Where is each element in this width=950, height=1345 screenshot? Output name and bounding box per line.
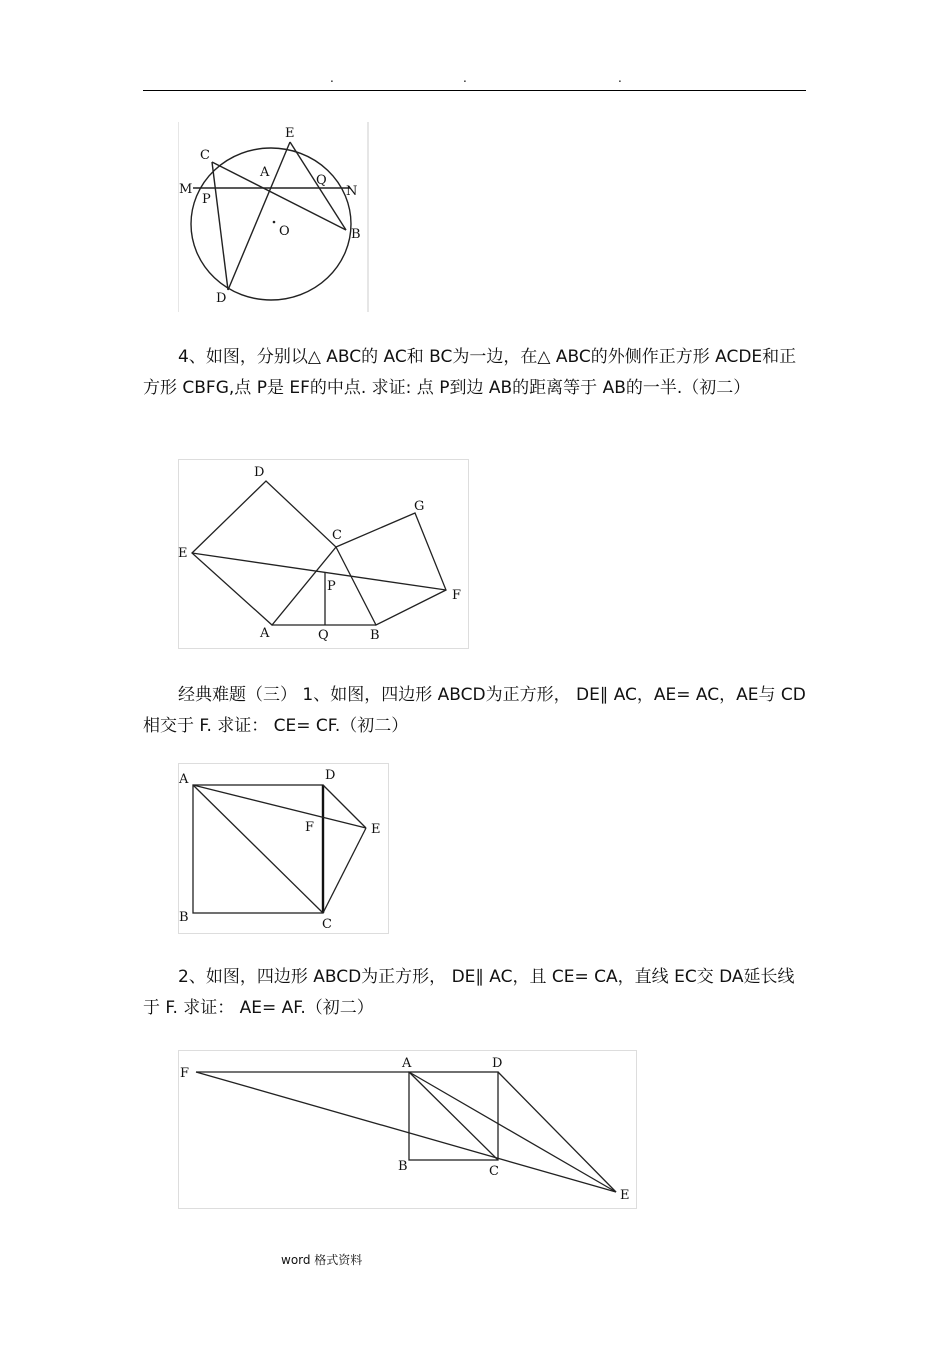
figure-square-e-svg [178,763,390,935]
circle-o [191,148,351,300]
label-p: P [202,192,211,207]
label-f: F [452,588,462,603]
label-m: M [179,182,193,197]
square-cbfg [336,513,446,625]
figure-circle [178,122,370,312]
chord-cd [212,162,228,290]
header-dot: . [463,71,467,85]
label-e: E [178,546,188,561]
label-f: F [180,1066,190,1081]
label-b: B [179,910,189,925]
label-n: N [346,184,358,199]
label-c: C [489,1164,499,1179]
label-a: A [260,626,270,641]
figure-extended-svg [178,1050,638,1210]
label-f: F [305,820,315,835]
segment-de [323,785,366,828]
segment-de [498,1072,616,1192]
label-e: E [620,1188,630,1203]
center-point [273,221,276,224]
label-b: B [370,628,380,643]
chord-ed [228,142,290,290]
label-c: C [332,528,342,543]
label-a: A [260,165,270,180]
square-acde [192,481,336,625]
label-e: E [371,822,381,837]
header-rule [143,90,806,91]
figure-squares [178,459,470,649]
classic-3-2-text: 2、如图，四边形 ABCD为正方形， DE∥ AC，且 CE= CA，直线 EC交 DA延长线于 F. 求证： AE= AF.（初二） [143,967,795,1018]
figure-squares-svg [178,459,470,649]
label-a: A [402,1056,412,1071]
segment-ae [193,785,366,828]
label-b: B [351,227,361,242]
label-d: D [216,291,227,306]
segment-ec [323,828,366,913]
footer-text: word 格式资料 [281,1253,363,1267]
label-p: P [327,579,336,594]
label-c: C [200,148,210,163]
label-d: D [325,768,336,783]
label-g: G [414,499,425,514]
figure-circle-svg [178,122,370,312]
diagonal-ac [193,785,323,913]
label-c: C [322,917,332,932]
label-o: O [279,224,290,239]
header-dot: . [618,71,622,85]
figure-extended [178,1050,638,1210]
header-dots [0,72,950,84]
classic-3-1-text: 经典难题（三） 1、如图，四边形 ABCD为正方形， DE∥ AC，AE= AC，AE与 CD相交于 F. 求证： CE= CF.（初二） [143,685,806,736]
label-d: D [492,1056,503,1071]
figure-square-e [178,763,390,935]
label-a: A [179,772,189,787]
label-q: Q [316,173,327,188]
label-d: D [254,465,265,480]
header-dot: . [330,71,334,85]
segment-ef [192,553,446,590]
label-b: B [398,1159,408,1174]
segment-fe [196,1072,616,1192]
label-q: Q [318,628,329,643]
problem-4-text: 4、如图，分别以△ ABC的 AC和 BC为一边，在△ ABC的外侧作正方形 ACDE和正方形 CBFG,点 P是 EF的中点. 求证: 点 P到边 AB的距离等于 AB的一半.（初二） [143,347,797,398]
label-e: E [285,126,295,141]
segment-ae [409,1072,616,1192]
